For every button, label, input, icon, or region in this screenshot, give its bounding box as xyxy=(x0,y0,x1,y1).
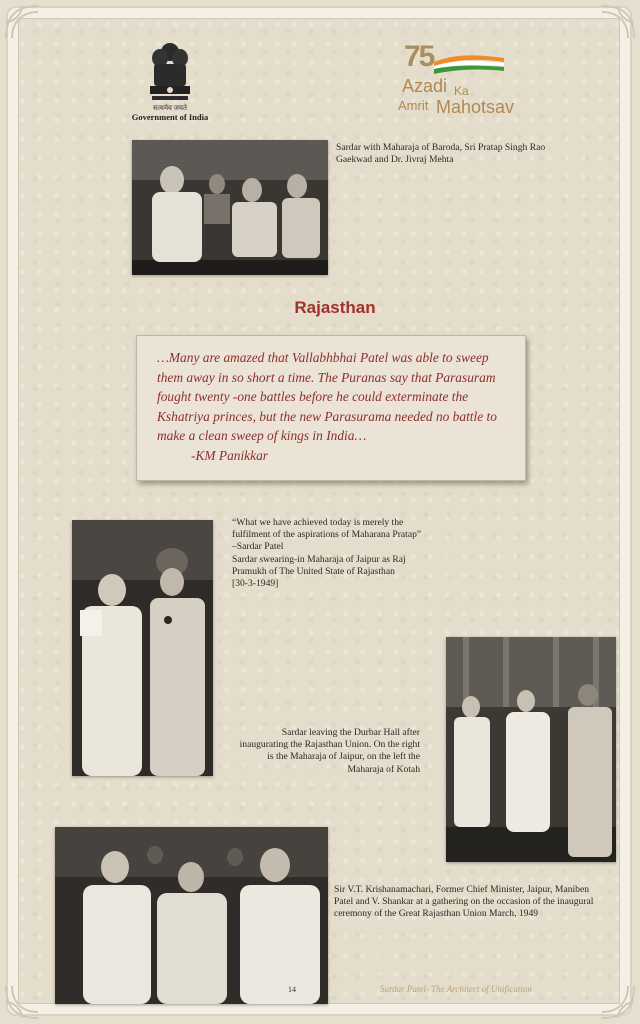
photo-sardar-with-maharaja-of-baroda xyxy=(132,140,328,275)
photo-caption: Sir V.T. Krishanamachari, Former Chief Minister, Jaipur, Maniben Patel and V. Shankar at a gathering on the occasion of the inaugural ceremony of the Great Rajasthan Union March, 1949 xyxy=(334,884,594,920)
logo-word-amrit: Amrit xyxy=(398,98,429,113)
quote-box xyxy=(136,335,526,481)
emblem-motto: सत्यमेव जयते xyxy=(153,104,187,112)
photo-sardar-leaving-durbar-hall xyxy=(446,637,616,862)
section-title: Rajasthan xyxy=(294,298,376,317)
corner-ornament-icon xyxy=(598,2,638,42)
photo-caption: Sardar leaving the Durbar Hall after inaugurating the Rajasthan Union. On the right is the Maharaja of Jaipur, on the left the Maharaja of Kotah xyxy=(239,727,420,775)
government-label: Government of India xyxy=(131,112,209,122)
logo-word-azadi: Azadi xyxy=(402,76,448,96)
logo-word-mahotsav: Mahotsav xyxy=(436,97,515,117)
logo-number: 75 xyxy=(404,40,434,73)
caption-line: fulfilment of the aspirations of Maharana Pratap” xyxy=(232,529,422,541)
photo-caption-block xyxy=(232,517,462,590)
corner-ornament-icon xyxy=(598,982,638,1022)
corner-ornament-icon xyxy=(2,2,42,42)
footer-title: Sardar Patel- The Architect of Unification xyxy=(380,984,532,994)
photo-swearing-in-maharaja-of-jaipur xyxy=(72,520,213,776)
caption-line: “What we have achieved today is merely the xyxy=(232,517,404,528)
national-emblem-icon xyxy=(140,40,200,104)
corner-ornament-icon xyxy=(2,982,42,1022)
quote-text: …Many are amazed that Vallabhbhai Patel was able to sweep them away in so short a time. The Puranas say that Parasuram fought twenty -one battles before he could exterminate the Kshatriya princes, but the new Parasurama needed no battle to make a clean sweep of kings in India… xyxy=(157,350,497,444)
page-number: 14 xyxy=(288,985,296,994)
photo-caption: Sardar with Maharaja of Baroda, Sri Pratap Singh Rao Gaekwad and Dr. Jivraj Mehta xyxy=(336,142,546,166)
caption-line: –Sardar Patel xyxy=(232,541,284,553)
caption-line: [30-3-1949] xyxy=(232,578,279,590)
caption-line: Sardar swearing-in Maharaja of Jaipur as Raj xyxy=(232,553,406,565)
photo-inaugural-ceremony-gathering xyxy=(55,827,328,1004)
caption-line: Pramukh of The United State of Rajasthan xyxy=(232,565,395,577)
azadi-ka-amrit-mahotsav-logo xyxy=(398,40,538,120)
flag-swoosh-icon xyxy=(434,54,504,76)
quote-author: -KM Panikkar xyxy=(191,447,268,463)
logo-word-ka: Ka xyxy=(454,84,469,98)
